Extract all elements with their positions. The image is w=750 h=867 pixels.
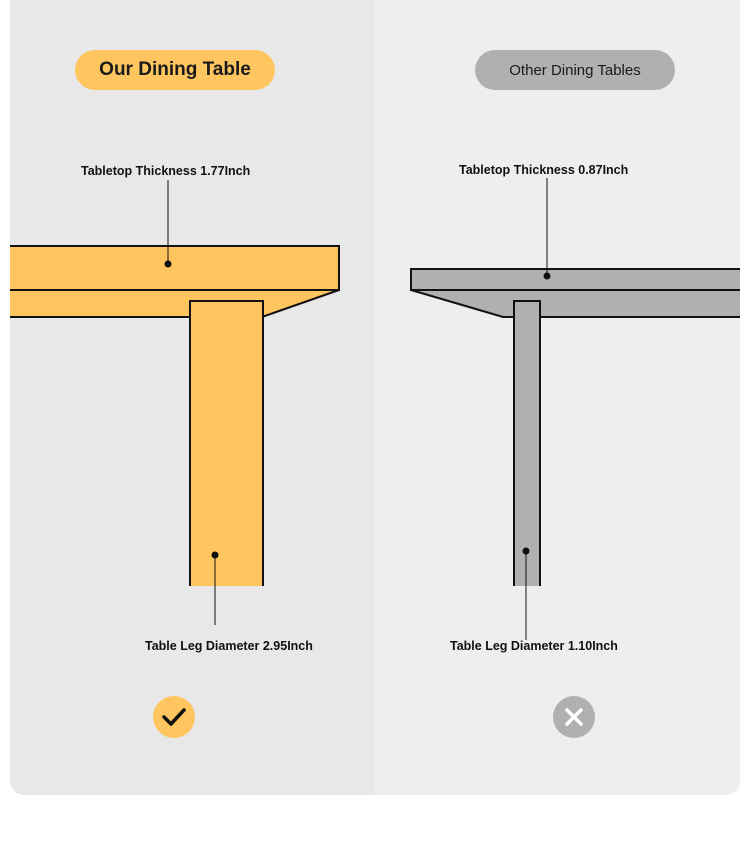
other-leg-label: Table Leg Diameter 1.10Inch (450, 639, 618, 653)
our-table-leg (190, 301, 263, 586)
our-tabletop-dot (165, 261, 172, 268)
other-tabletop (411, 269, 740, 290)
other-tabletop-dot (544, 273, 551, 280)
other-table-drawing (411, 178, 740, 640)
our-apron (10, 290, 339, 317)
our-leg-label: Table Leg Diameter 2.95Inch (145, 639, 313, 653)
other-tables-title: Other Dining Tables (475, 50, 675, 90)
our-table-title: Our Dining Table (75, 50, 275, 90)
our-table-drawing (10, 180, 339, 625)
other-table-leg (514, 301, 540, 586)
comparison-card (10, 0, 740, 795)
table-comparison-diagram (10, 0, 740, 795)
other-apron (411, 290, 740, 317)
cross-icon (553, 696, 595, 738)
our-tabletop (10, 246, 339, 290)
check-icon (153, 696, 195, 738)
other-leg-dot (523, 548, 530, 555)
other-tabletop-label: Tabletop Thickness 0.87Inch (459, 163, 629, 177)
our-leg-dot (212, 552, 219, 559)
our-tabletop-label: Tabletop Thickness 1.77Inch (81, 164, 251, 178)
